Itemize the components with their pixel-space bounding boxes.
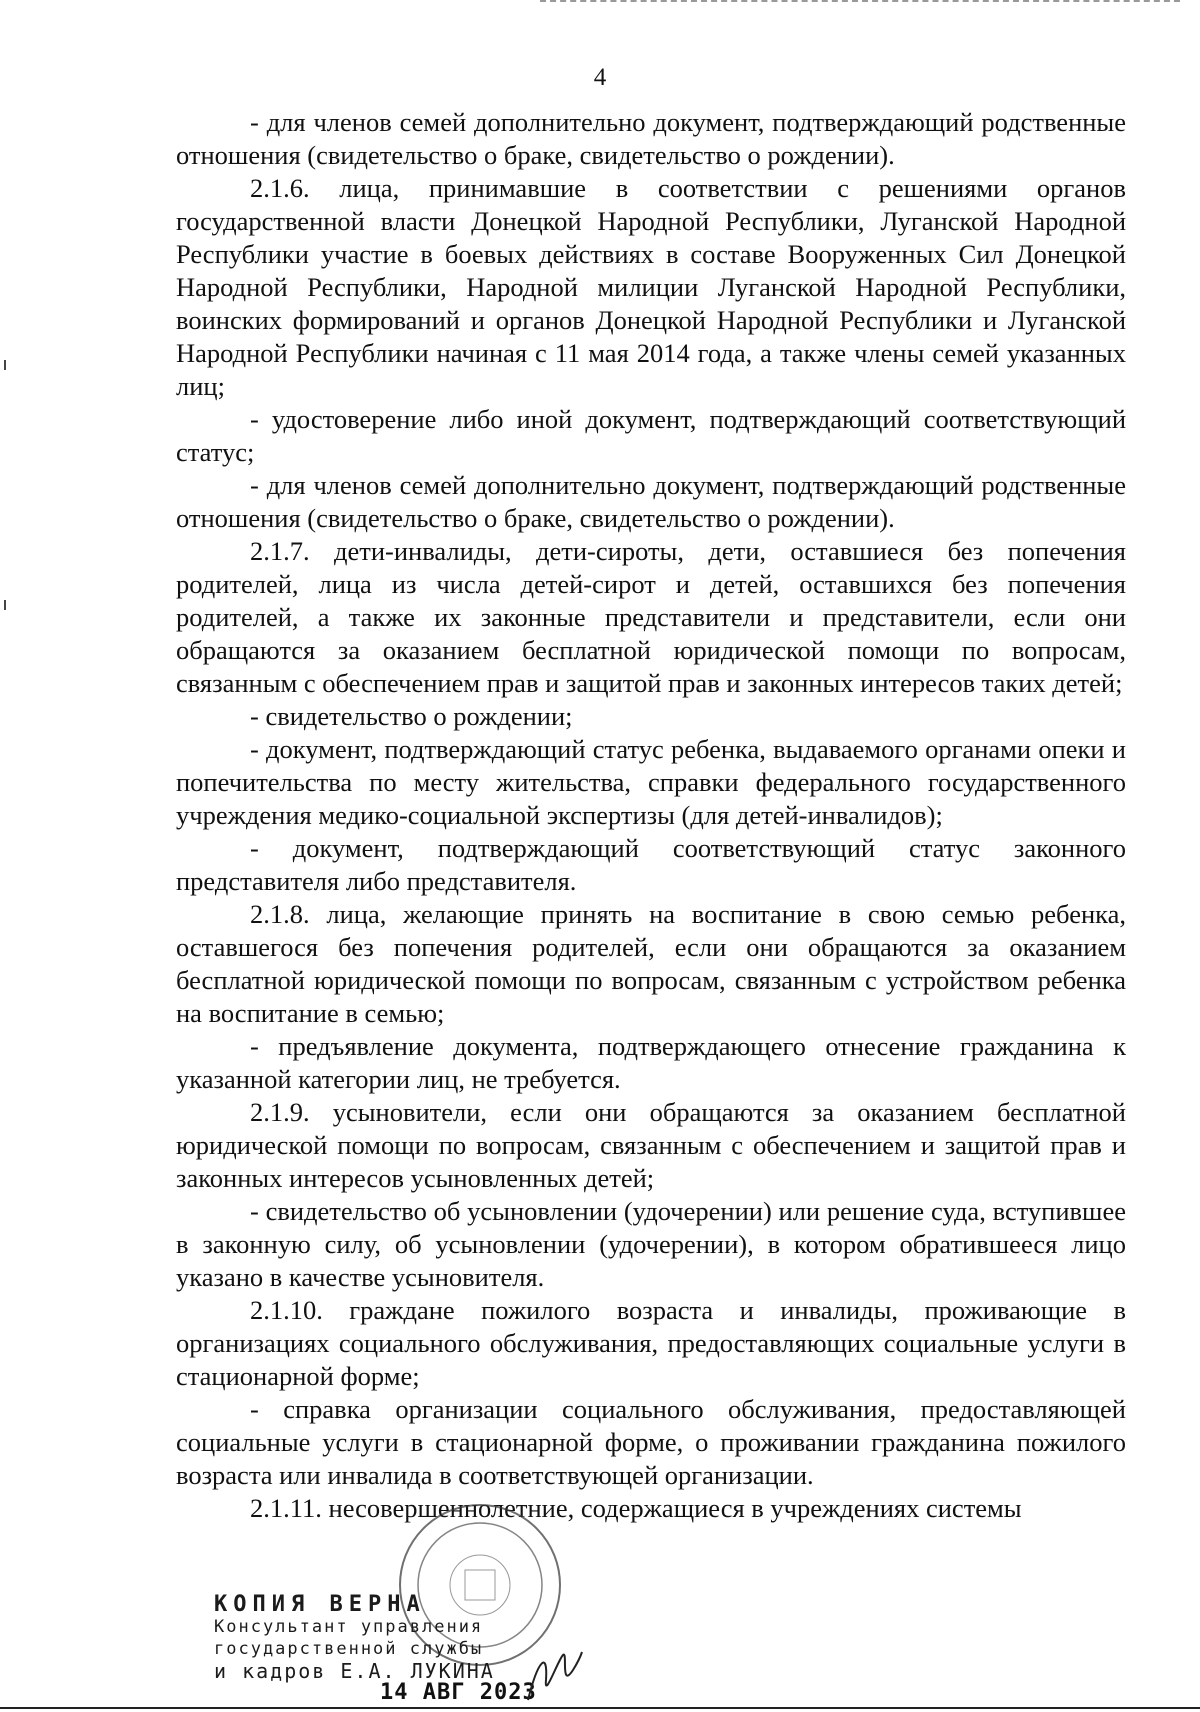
paragraph: 2.1.7. дети-инвалиды, дети-сироты, дети, оставшиеся без попечения родителей, лица из числа детей-сирот и детей, оставшихся без попечения родителей, а также их законные представители и представители, если они обращаются за оказанием бесплатной юридической помощи по вопросам, связанным с обеспечением прав и защитой прав и законных интересов таких детей; — [176, 536, 1126, 698]
stamp-title: КОПИЯ ВЕРНА — [214, 1592, 426, 1617]
paragraph: 2.1.10. граждане пожилого возраста и инвалиды, проживающие в организациях социального обслуживания, предоставляющих социальные услуги в стационарной форме; — [176, 1295, 1126, 1391]
paragraph: 2.1.6. лица, принимавшие в соответствии с решениями органов государственной власти Донецкой Народной Республики, Луганской Народной Республики участие в боевых действиях в составе Вооруженных Сил Донецкой Народной Республики, Народной милиции Луганской Народной Республики, воинских формирований и органов Донецкой Народной Республики и Луганской Народной Республики начиная с 11 мая 2014 года, а также члены семей указанных лиц; — [176, 173, 1126, 401]
paragraph: - свидетельство о рождении; — [250, 701, 573, 731]
signature-icon — [518, 1640, 588, 1710]
copy-certification-stamp — [214, 1594, 495, 1682]
document-body — [176, 106, 1126, 1525]
paragraph: - свидетельство об усыновлении (удочерении) или решение суда, вступившее в законную силу, об усыновлении (удочерении), в котором обратившееся лицо указано в качестве усыновителя. — [176, 1196, 1126, 1292]
top-scan-edge — [540, 0, 1180, 2]
paragraph: - удостоверение либо иной документ, подтверждающий соответствующий статус; — [176, 404, 1126, 467]
margin-mark — [4, 360, 6, 370]
stamp-date: 14 АВГ 2023 — [380, 1680, 537, 1705]
paragraph: - предъявление документа, подтверждающего отнесение гражданина к указанной категории лиц, не требуется. — [176, 1031, 1126, 1094]
paragraph: - для членов семей дополнительно документ, подтверждающий родственные отношения (свидетельство о браке, свидетельство о рождении). — [176, 107, 1126, 170]
paragraph: 2.1.8. лица, желающие принять на воспитание в свою семью ребенка, оставшегося без попечения родителей, если они обращаются за оказанием бесплатной юридической помощи по вопросам, связанным с устройством ребенка на воспитание в семью; — [176, 899, 1126, 1028]
paragraph: - справка организации социального обслуживания, предоставляющей социальные услуги в стационарной форме, о проживании гражданина пожилого возраста или инвалида в соответствующей организации. — [176, 1394, 1126, 1490]
margin-mark — [4, 600, 6, 610]
paragraph: 2.1.11. несовершеннолетние, содержащиеся в учреждениях системы — [250, 1493, 1022, 1523]
stamp-line: Консультант управления — [214, 1617, 484, 1637]
paragraph: - документ, подтверждающий статус ребенка, выдаваемого органами опеки и попечительства по месту жительства, справки федерального государственного учреждения медико-социальной экспертизы (для детей-инвалидов); — [176, 734, 1126, 830]
bottom-scan-edge — [0, 1707, 1200, 1709]
stamp-line: государственной службы — [214, 1639, 484, 1659]
paragraph: - документ, подтверждающий соответствующий статус законного представителя либо представителя. — [176, 833, 1126, 896]
paragraph: 2.1.9. усыновители, если они обращаются за оказанием бесплатной юридической помощи по вопросам, связанным с обеспечением и защитой прав и законных интересов усыновленных детей; — [176, 1097, 1126, 1193]
page-number: 4 — [593, 64, 607, 91]
paragraph: - для членов семей дополнительно документ, подтверждающий родственные отношения (свидетельство о браке, свидетельство о рождении). — [176, 470, 1126, 533]
stamp-line: и кадров Е.А. ЛУКИНА — [214, 1659, 495, 1683]
